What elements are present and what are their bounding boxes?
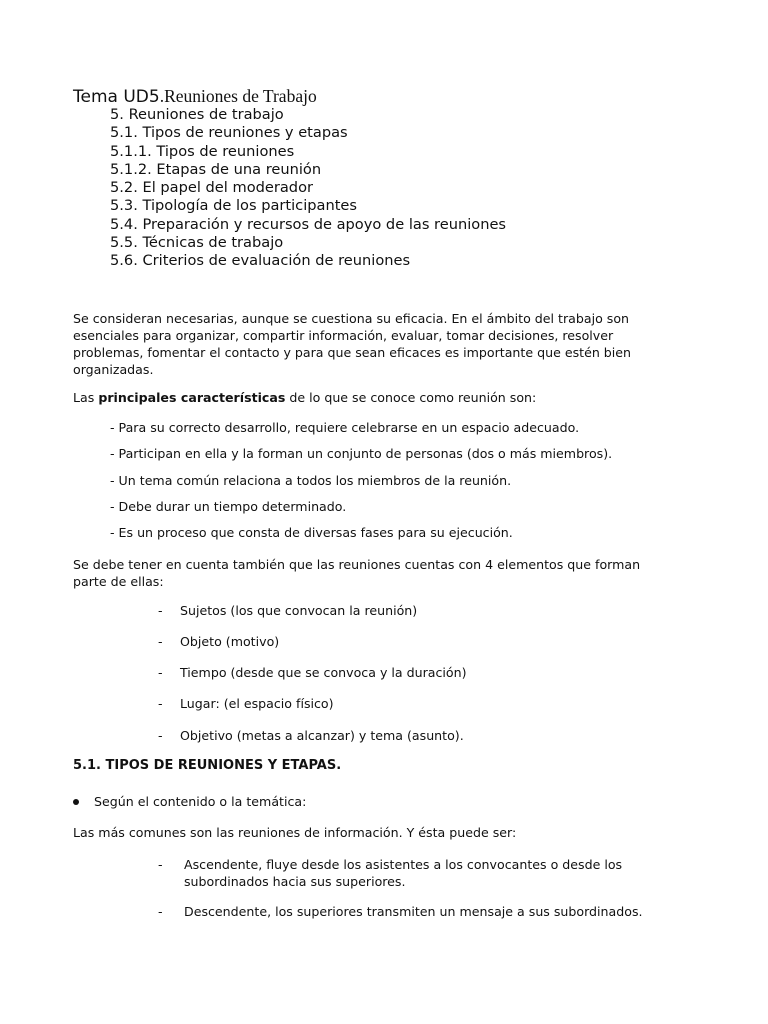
dash-marker: -: [158, 634, 163, 649]
toc-item: 5.3. Tipología de los participantes: [110, 197, 358, 215]
content-bullet-text: Según el contenido o la temática:: [94, 794, 307, 809]
bullet-dot: [73, 799, 79, 805]
toc-item: 5.1.2. Etapas de una reunión: [110, 160, 322, 178]
content-bullet: [73, 793, 306, 810]
toc-item: 5.5. Técnicas de trabajo: [110, 234, 284, 252]
info-lead: Las más comunes son las reuniones de información. Y ésta puede ser:: [73, 825, 517, 840]
toc-item: 5.4. Preparación y recursos de apoyo de las reuniones: [110, 215, 507, 233]
intro-paragraph: Se consideran necesarias, aunque se cuestiona su eficacia. En el ámbito del trabajo son esenciales para organizar, compartir información, evaluar, tomar decisiones, resolver problemas, fomentar el contacto y para que sean eficaces es importante que estén bien organizadas.: [73, 311, 632, 377]
title-prefix: Tema UD5: [73, 87, 160, 107]
characteristics-lead: [73, 389, 663, 406]
dash-marker: -: [158, 904, 163, 919]
toc-item: 5.6. Criterios de evaluación de reuniones: [110, 252, 411, 270]
title-suffix: .Reuniones de Trabajo: [159, 86, 317, 106]
element-text: Objetivo (metas a alcanzar) y tema (asunto).: [180, 728, 464, 743]
characteristics-lead-before: Las: [73, 390, 99, 405]
info-type-text: Descendente, los superiores transmiten un mensaje a sus subordinados.: [184, 904, 643, 919]
characteristics-lead-after: de lo que se conoce como reunión son:: [285, 390, 537, 405]
dash-marker: -: [158, 603, 163, 618]
toc-item: 5.1. Tipos de reuniones y etapas: [110, 124, 348, 142]
section-heading: 5.1. TIPOS DE REUNIONES Y ETAPAS.: [73, 758, 342, 773]
characteristic-item: - Es un proceso que consta de diversas fases para su ejecución.: [110, 525, 513, 540]
elements-lead: Se debe tener en cuenta también que las reuniones cuentas con 4 elementos que forman parte de ellas:: [73, 557, 641, 589]
element-text: Lugar: (el espacio físico): [180, 696, 334, 711]
toc-item: 5. Reuniones de trabajo: [110, 106, 284, 123]
dash-marker: -: [158, 728, 163, 743]
table-of-contents: [110, 106, 506, 271]
characteristic-item: - Para su correcto desarrollo, requiere celebrarse en un espacio adecuado.: [110, 420, 580, 435]
characteristic-item: - Participan en ella y la forman un conjunto de personas (dos o más miembros).: [110, 446, 613, 461]
document-title: [73, 86, 317, 107]
characteristic-item: - Un tema común relaciona a todos los miembros de la reunión.: [110, 473, 512, 488]
characteristic-item: - Debe durar un tiempo determinado.: [110, 499, 347, 514]
dash-marker: -: [158, 665, 163, 680]
element-text: Sujetos (los que convocan la reunión): [180, 603, 418, 618]
info-type-text: Ascendente, fluye desde los asistentes a los convocantes o desde los subordinados hacia sus superiores.: [184, 857, 623, 889]
toc-item: 5.2. El papel del moderador: [110, 179, 314, 197]
dash-marker: -: [158, 696, 163, 711]
element-text: Objeto (motivo): [180, 634, 280, 649]
toc-item: 5.1.1. Tipos de reuniones: [110, 142, 295, 160]
element-text: Tiempo (desde que se convoca y la duración): [180, 665, 467, 680]
dash-marker: -: [158, 857, 163, 872]
characteristics-lead-bold: principales características: [98, 390, 286, 405]
